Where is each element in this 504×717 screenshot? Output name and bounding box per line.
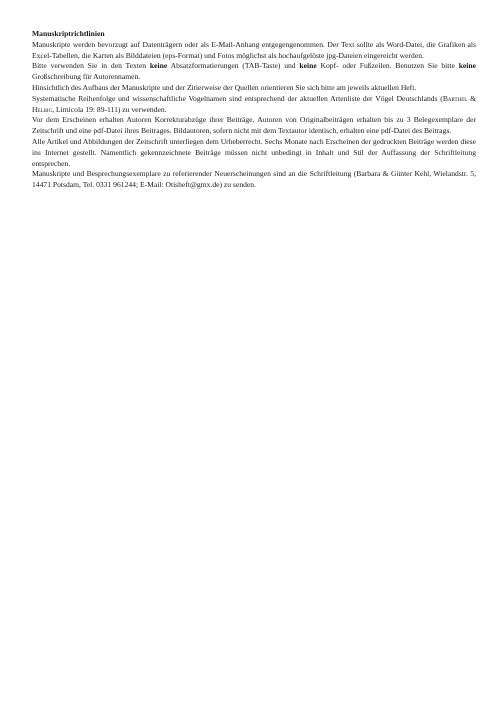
section-heading: Manuskriptrichtlinien: [32, 29, 105, 38]
paragraph-citation-style: Hinsichtlich des Aufbaus der Manuskripte und der Zitierweise der Quellen orientieren Sie sich bitte am jeweils aktuellen Heft.: [32, 82, 417, 92]
paragraph-formatting-rules: [32, 61, 476, 83]
author-citation: Barthel & Helbig: [32, 93, 476, 114]
text-run: Kopf- oder Fußzeilen. Benutzen Sie bitte: [316, 61, 459, 71]
text-run: Systematische Reihenfolge und wissenschaftliche Vogelnamen sind entsprechend der aktuellen Artenliste der Vögel Deutschlands (: [32, 93, 443, 103]
text-run: , Limicola 19: 89-111) zu verwenden.: [52, 104, 167, 114]
paragraph-proofs-copies: Vor dem Erscheinen erhalten Autoren Korrekturabzüge ihrer Beiträge. Autoren von Originalbeiträgen erhalten bis zu 3 Belegexemplare der Zeitschrift und eine pdf-Datei ihres Beitrages. Bildautoren, sofern nicht mit dem Textautor identisch, erhalten eine pdf-Datei des Beitrags.: [32, 115, 476, 136]
bold-keyword: keine: [458, 61, 476, 71]
text-run: Absatzformatierungen (TAB-Taste) und: [167, 61, 300, 71]
text-run: Bitte verwenden Sie in den Texten: [32, 61, 150, 71]
bold-keyword: keine: [299, 61, 317, 71]
paragraph-copyright: Alle Artikel und Abbildungen der Zeitschrift unterliegen dem Urheberrecht. Sechs Monate nach Erscheinen der gedruckten Beiträge werden diese ins Internet gestellt. Namentlich gekennzeichnete Beiträge müssen nicht unbedingt in Inhalt und Stil der Auffassung der Schriftleitung entsprechen.: [32, 136, 476, 168]
paragraph-contact: Manuskripte und Besprechungsexemplare zu referierender Neuerscheinungen sind an die Schriftleitung (Barbara & Günter Kehl, Wielandstr. 5, 14471 Potsdam, Tel. 0331 961244; E-Mail: Otisheft@gmx.de) zu senden.: [32, 169, 476, 190]
paragraph-submission-format: Manuskripte werden bevorzugt auf Datenträgern oder als E-Mail-Anhang entgegengenommen. Der Text sollte als Word-Datei, die Grafiken als Excel-Tabellen, die Karten als Bilddateien (eps-Format) und Fotos möglichst als hochaufgelöste jpg-Dateien eingereicht werden.: [32, 39, 476, 60]
paragraph-nomenclature: [32, 94, 476, 116]
text-run: Großschreibung für Autorennamen.: [32, 72, 141, 82]
bold-keyword: keine: [149, 61, 168, 71]
manuscript-guidelines: [32, 29, 476, 191]
